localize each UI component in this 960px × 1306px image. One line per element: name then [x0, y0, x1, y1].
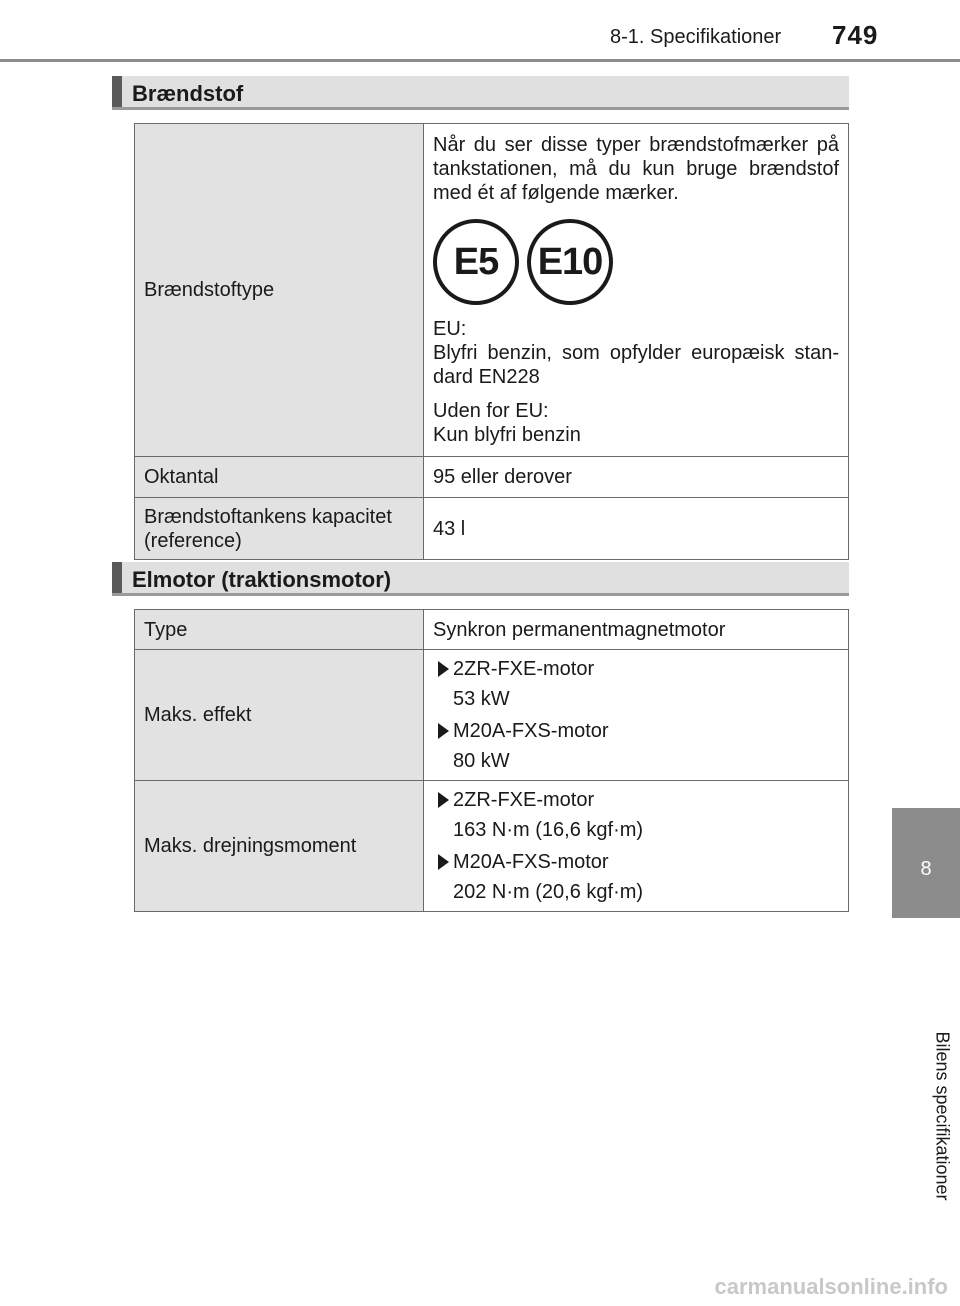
engine-value: 80 kW	[453, 750, 510, 772]
motor-section-header	[112, 562, 849, 596]
engine-value: 202 N·m (20,6 kgf·m)	[453, 881, 644, 903]
tank-capacity-label-line2: (reference)	[144, 529, 242, 552]
engine-value: 163 N·m (16,6 kgf·m)	[453, 819, 644, 841]
chapter-tab	[892, 808, 960, 918]
engine-name: 2ZR-FXE-motor	[453, 657, 595, 680]
max-power-label: Maks. effekt	[135, 650, 424, 781]
e5-fuel-label-icon: E5	[433, 219, 519, 305]
motor-type-label: Type	[135, 610, 424, 650]
fuel-logos	[433, 219, 839, 305]
fuel-spec-table	[134, 123, 849, 560]
eu-heading: EU:	[433, 318, 467, 340]
max-torque-label: Maks. drejningsmoment	[135, 781, 424, 912]
motor-spec-table	[134, 609, 849, 912]
chapter-number: 8	[920, 858, 932, 880]
engine-name: 2ZR-FXE-motor	[453, 788, 595, 811]
max-torque-value	[424, 781, 849, 912]
watermark: carmanualsonline.info	[714, 1274, 948, 1299]
non-eu-text: Kun blyfri benzin	[433, 424, 581, 446]
list-item	[433, 653, 839, 684]
chapter-label: Bilens specifikationer	[932, 1031, 953, 1201]
list-item	[433, 846, 839, 877]
engine-name: M20A-FXS-motor	[453, 719, 609, 742]
bullet-triangle-icon	[438, 661, 449, 677]
table-row	[135, 457, 849, 498]
motor-section-title: Elmotor (traktionsmotor)	[132, 567, 392, 592]
fuel-type-label: Brændstoftype	[135, 124, 424, 457]
octane-value: 95 eller derover	[424, 457, 849, 498]
fuel-type-intro: Når du ser disse typer brændstofmærker på tankstationen, må du kun bruge brændstof med ét af følgende mærker.	[433, 134, 839, 204]
eu-text: Blyfri benzin, som opfylder europæisk stan-dard EN228	[433, 342, 839, 388]
header-divider	[0, 59, 960, 62]
octane-label: Oktantal	[135, 457, 424, 498]
page-number: 749	[832, 20, 879, 50]
engine-value: 53 kW	[453, 688, 510, 710]
section-title: 8-1. Specifikationer	[610, 26, 782, 48]
list-item	[433, 784, 839, 815]
motor-type-value: Synkron permanentmagnetmotor	[424, 610, 849, 650]
max-power-value	[424, 650, 849, 781]
non-eu-heading: Uden for EU:	[433, 400, 549, 422]
table-row	[135, 610, 849, 650]
e10-fuel-label-icon: E10	[527, 219, 613, 305]
tank-capacity-value: 43 l	[424, 498, 849, 560]
section-marker	[112, 76, 122, 107]
table-row	[135, 498, 849, 560]
fuel-section-header	[112, 76, 849, 110]
fuel-type-value	[424, 124, 849, 457]
bullet-triangle-icon	[438, 854, 449, 870]
table-row	[135, 650, 849, 781]
table-row	[135, 781, 849, 912]
bullet-triangle-icon	[438, 723, 449, 739]
list-item	[433, 715, 839, 746]
section-marker	[112, 562, 122, 593]
engine-name: M20A-FXS-motor	[453, 850, 609, 873]
fuel-section-title: Brændstof	[132, 81, 244, 106]
bullet-triangle-icon	[438, 792, 449, 808]
tank-capacity-label-line1: Brændstoftankens kapacitet	[144, 505, 392, 528]
table-row	[135, 124, 849, 457]
tank-capacity-label	[135, 498, 424, 560]
